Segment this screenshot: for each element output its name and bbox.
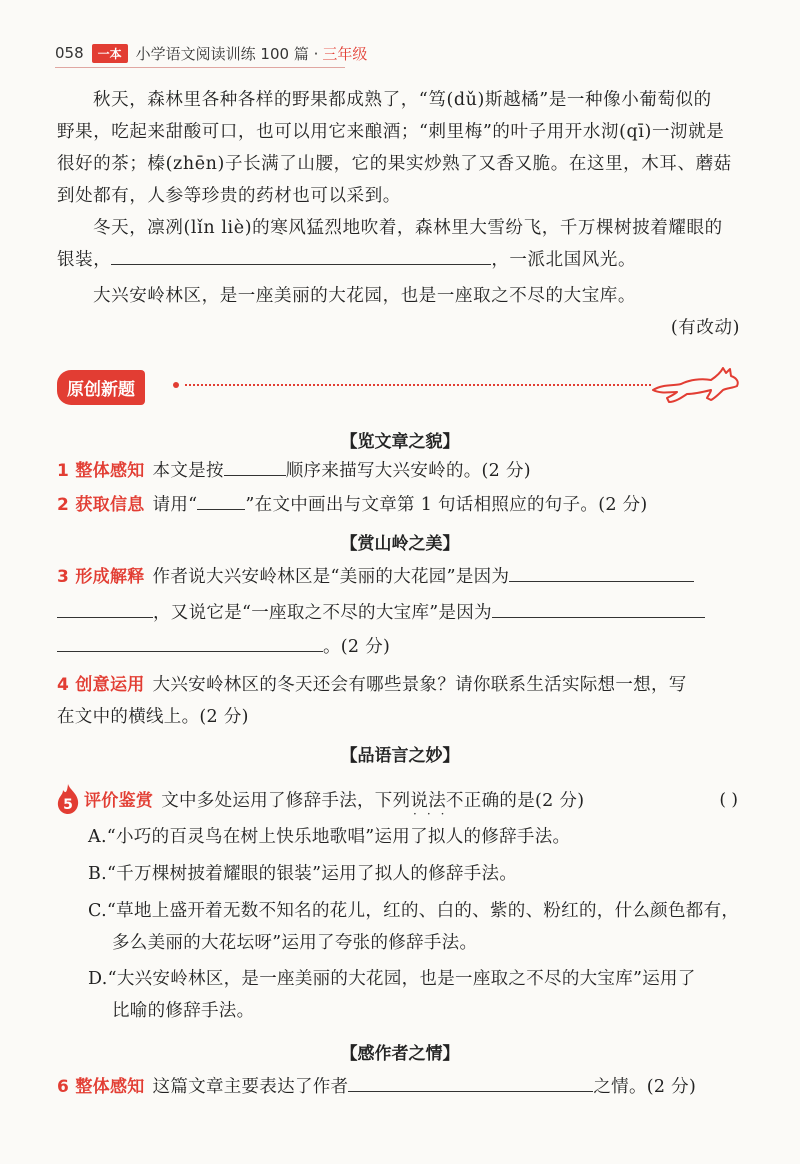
q3-answer-blank-3[interactable] [492, 599, 705, 618]
question-4-line: 在文中的横线上。(2 分) [57, 707, 249, 727]
question-5-label: 评价鉴赏 [84, 791, 154, 811]
q3-answer-blank-4[interactable] [57, 633, 323, 652]
section-dot-icon [173, 382, 179, 388]
flame-icon [55, 783, 81, 815]
winter-answer-blank[interactable] [111, 246, 491, 265]
passage-winter-line: 银装， ，一派北国风光。 [57, 244, 740, 276]
series-title: 小学语文阅读训练 100 篇 · [135, 44, 319, 63]
passage-autumn-line: 野果，吃起来甜酸可口，也可以用它来酿酒；“刺里梅”的叶子用开水沏(qī)一沏就是 [57, 122, 725, 142]
emphasis-dots: ··· [413, 807, 455, 821]
subhead-language: 【品语言之妙】 [340, 746, 460, 766]
q3-answer-blank-1[interactable] [509, 563, 694, 582]
passage-autumn: 秋天，森林里各种各样的野果都成熟了，“笃(dǔ)斯越橘”是一种像小葡萄似的 [93, 90, 712, 110]
page-header [55, 42, 367, 64]
q3-answer-blank-2[interactable] [57, 599, 153, 618]
q5-option-d[interactable]: D.“大兴安岭林区，是一座美丽的大花园，也是一座取之不尽的大宝库”运用了 比喻的修辞手法。 [88, 969, 696, 1021]
q5-answer-paren[interactable]: ( ) [719, 790, 738, 810]
header-rule [55, 67, 345, 68]
passage-autumn-line: 很好的茶；榛(zhēn)子长满了山腰，它的果实炒熟了又香又脆。在这里，木耳、蘑菇 [57, 154, 732, 174]
question-2: 2 获取信息 请用“ ”在文中画出与文章第 1 句话相照应的句子。(2 分) [57, 489, 740, 521]
question-5: 评价鉴赏 文中多处运用了修辞手法，下列说法不正确的是(2 分) [84, 791, 585, 811]
passage-autumn-line: 到处都有，人参等珍贵的药材也可以采到。 [57, 186, 401, 206]
passage-conclusion: 大兴安岭林区，是一座美丽的大花园，也是一座取之不尽的大宝库。 [93, 286, 636, 306]
q1-answer-blank[interactable] [224, 457, 286, 476]
question-3-line: 。(2 分) [57, 631, 740, 663]
q2-answer-blank[interactable] [197, 491, 245, 510]
q5-option-c[interactable]: C.“草地上盛开着无数不知名的花儿，红的、白的、紫的、粉红的，什么颜色都有， 多么美丽的大花坛呀”运用了夸张的修辞手法。 [88, 901, 740, 953]
running-cat-icon [651, 364, 743, 404]
passage-winter: 冬天，凛冽(lǐn liè)的寒风猛烈地吹着，森林里大雪纷飞，千万棵树披着耀眼的 [93, 218, 723, 238]
question-6-label: 6 整体感知 [57, 1077, 145, 1097]
question-4: 4 创意运用 大兴安岭林区的冬天还会有哪些景象？请你联系生活实际想一想，写 [57, 675, 687, 695]
subhead-emotion: 【感作者之情】 [340, 1044, 460, 1064]
q6-answer-blank[interactable] [348, 1073, 593, 1092]
question-1-label: 1 整体感知 [57, 461, 145, 481]
section-header [57, 368, 743, 404]
subhead-overview: 【览文章之貌】 [340, 432, 460, 452]
passage-note: (有改动) [670, 318, 740, 338]
question-4-label: 4 创意运用 [57, 675, 145, 695]
section-divider [185, 384, 651, 386]
question-3: 3 形成解释 作者说大兴安岭林区是“美丽的大花园”是因为 [57, 561, 740, 593]
question-2-label: 2 获取信息 [57, 495, 145, 515]
section-title: 原创新题 [57, 370, 145, 405]
question-3-line: ，又说它是“一座取之不尽的大宝库”是因为 [57, 597, 740, 629]
subhead-beauty: 【赏山岭之美】 [340, 534, 460, 554]
question-1: 1 整体感知 本文是按 顺序来描写大兴安岭的。(2 分) [57, 455, 740, 487]
brand-logo: 一本 [92, 44, 128, 63]
grade-label: 三年级 [322, 44, 368, 63]
svg-text:5: 5 [63, 797, 73, 813]
q5-option-b[interactable]: B.“千万棵树披着耀眼的银装”运用了拟人的修辞手法。 [88, 864, 518, 884]
question-6: 6 整体感知 这篇文章主要表达了作者 之情。(2 分) [57, 1071, 740, 1103]
page-number: 058 [55, 44, 84, 62]
question-3-label: 3 形成解释 [57, 567, 145, 587]
q5-option-a[interactable]: A.“小巧的百灵鸟在树上快乐地歌唱”运用了拟人的修辞手法。 [88, 827, 571, 847]
